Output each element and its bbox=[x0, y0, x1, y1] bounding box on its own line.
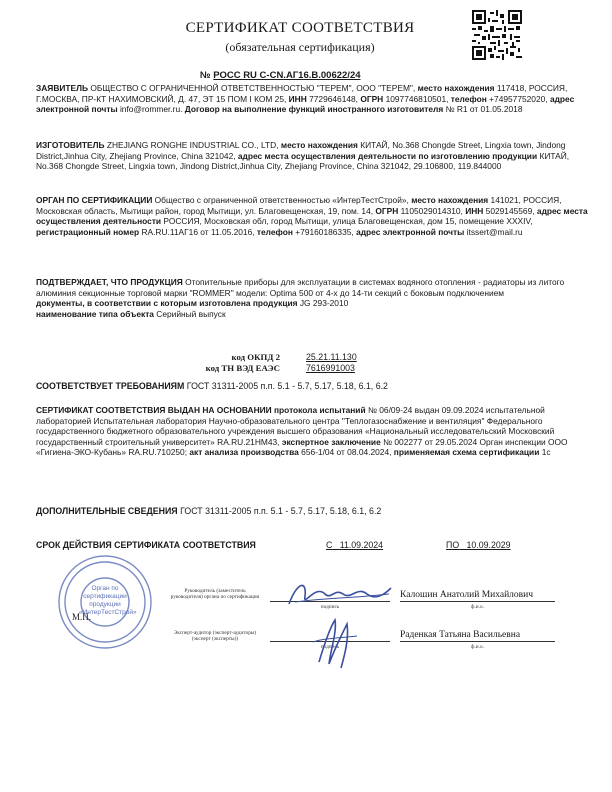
expert-signature-mark bbox=[305, 612, 365, 672]
head-signature-caption: подпись bbox=[320, 604, 340, 610]
certification-body-section: ОРГАН ПО СЕРТИФИКАЦИИ Общество с ограниченной ответственностью «ИнтерТестСтрой», место нахождения 141021, РОССИЯ, Московская область, Мытищи район, город Мытищи, ул. Благовещенская, 19, пом. 14, ОГРН 1105029014310, ИНН 5029145569, адрес места осуществления деятельности РОССИЯ, Московская обл, город Мытищи, улица Благовещенская, дом 15, помещение XXXIV, регистрационный номер RA.RU.11АГ16 от 11.05.2016, телефон +79160186335, адрес электронной почты itssert@mail.ru bbox=[36, 195, 588, 237]
head-name-caption: ф.и.о. bbox=[471, 604, 484, 610]
basis-section: СЕРТИФИКАТ СООТВЕТСТВИЯ ВЫДАН НА ОСНОВАНИИ протокола испытаний № 06/09-24 выдан 09.09.2024 испытательной лабораторией Испытательная лаборатория Научно-образовательного центра "Теплогазоснабжение и вентиляция" Федерального государственного бюджетного образовательного учреждения высшего образования «Национальный исследовательский Московский государственный строительный университет» RA.RU.21НМ43, экспертное заключение № 002277 от 29.05.2024 Орган инспекции ООО «Гигиена-ЭКО-Кубань» RA.RU.710250; акт анализа производства 656-1/04 от 08.04.2024, применяемая схема сертификации 1с bbox=[36, 405, 568, 458]
validity-section: СРОК ДЕЙСТВИЯ СЕРТИФИКАТА СООТВЕТСТВИЯ С 11.09.2024 ПО 10.09.2029 bbox=[36, 540, 511, 550]
certificate-number: № РОСС RU C-CN.АГ16.В.00622/24 bbox=[200, 70, 361, 81]
product-section: ПОДТВЕРЖДАЕТ, ЧТО ПРОДУКЦИЯ Отопительные приборы для эксплуатации в системах водяного отопления - радиаторы из литого алюминия секционные торговой марки "ROMMER" модели: Optima 500 от 4-х до 14-ти секций с боковым подключением документы, в соответствии с которым изготовлена продукция JG 293-2010 наименование типа объекта Серийный выпуск bbox=[36, 277, 565, 319]
tnved-code-row: код ТН ВЭД ЕАЭС 7616991003 bbox=[205, 363, 355, 373]
applicant-section: ЗАЯВИТЕЛЬ ОБЩЕСТВО С ОГРАНИЧЕННОЙ ОТВЕТСТВЕННОСТЬЮ "ТЕРЕМ", ООО "ТЕРЕМ", место нахождения 117418, РОССИЯ, Г.МОСКВА, ПР-КТ НАХИМОВСКИЙ, Д. 47, ЭТ 15 ПОМ I КОМ 25, ИНН 7729646148, ОГРН 1097746810501, телефон +74957752020, адрес электронной почты info@rommer.ru. Договор на выполнение функций иностранного изготовителя № R1 от 01.05.2018 bbox=[36, 83, 575, 115]
stamp-center-text: Орган по сертификации продукции «ИнтерТестСтрой» bbox=[79, 585, 137, 616]
additional-info-section: ДОПОЛНИТЕЛЬНЫЕ СВЕДЕНИЯ ГОСТ 31311-2005 п.п. 5.1 - 5.7, 5.17, 5.18, 6.1, 6.2 bbox=[36, 506, 382, 516]
okpd-code-row: код ОКПД 2 25.21.11.130 bbox=[231, 352, 357, 362]
validity-to: ПО 10.09.2029 bbox=[446, 540, 511, 550]
document-subtitle: (обязательная сертификация) bbox=[225, 40, 375, 54]
validity-from: С 11.09.2024 bbox=[326, 540, 384, 550]
expert-name-caption: ф.и.о. bbox=[471, 644, 484, 650]
expert-name: Раденкая Татьяна Васильевна bbox=[400, 630, 521, 640]
head-name: Калошин Анатолий Михайлович bbox=[400, 590, 534, 600]
expert-signature-caption: подпись bbox=[320, 644, 340, 650]
head-signature-mark bbox=[285, 574, 395, 614]
requirements-section: СООТВЕТСТВУЕТ ТРЕБОВАНИЯМ ГОСТ 31311-2005 п.п. 5.1 - 5.7, 5.17, 5.18, 6.1, 6.2 bbox=[36, 381, 388, 391]
qr-code-icon bbox=[472, 10, 522, 60]
stamp-mp-label: М.П. bbox=[72, 612, 92, 622]
head-role-label: Руководитель (заместитель руководителя) органа по сертификации bbox=[170, 588, 260, 600]
expert-role-label: Эксперт-аудитор (эксперт-аудиторы) (эксперт (эксперты)) bbox=[173, 630, 257, 642]
manufacturer-section: ИЗГОТОВИТЕЛЬ ZHEJIANG RONGHE INDUSTRIAL CO., LTD, место нахождения КИТАЙ, No.368 Chongde Street, Lingxia town, Jindong District,Jinhua City, Zhejiang Province, China 321042, адрес места осуществления деятельности по изготовлению продукции КИТАЙ, No.368 Chongde Street, Lingxia town, Jindong District,Jinhua City, Zhejiang Province, China 321042, 29.106800, 119.844000 bbox=[36, 140, 570, 172]
document-title: СЕРТИФИКАТ СООТВЕТСТВИЯ bbox=[185, 20, 415, 36]
